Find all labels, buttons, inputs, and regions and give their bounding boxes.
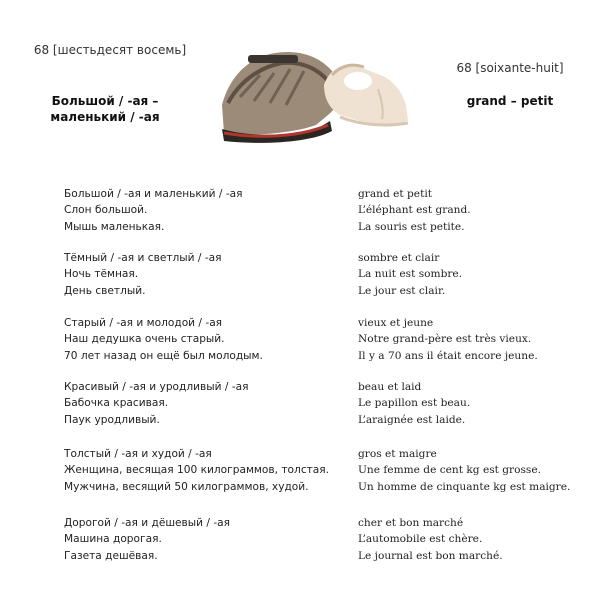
french-phrase: Le papillon est beau. <box>358 397 471 410</box>
lesson-title-ru: Большой / -ая – маленький / -ая <box>50 94 160 124</box>
russian-phrase: Мышь маленькая. <box>64 220 165 233</box>
phrase-row <box>64 531 584 547</box>
russian-phrase: Бабочка красивая. <box>64 397 169 410</box>
russian-phrase: Машина дорогая. <box>64 533 162 546</box>
french-phrase: Il y a 70 ans il était encore jeune. <box>358 349 538 362</box>
phrase-group <box>64 315 584 364</box>
russian-phrase: Газета дешёвая. <box>64 549 158 562</box>
french-phrase: vieux et jeune <box>358 317 434 329</box>
french-phrase: Une femme de cent kg est grosse. <box>358 464 542 477</box>
russian-phrase: Толстый / -ая и худой / -ая <box>64 448 212 460</box>
french-phrase: L’éléphant est grand. <box>358 204 471 217</box>
french-phrase: L’automobile est chère. <box>358 533 483 546</box>
phrase-group <box>64 515 584 564</box>
french-phrase: beau et laid <box>358 381 422 393</box>
phrase-row <box>64 315 584 331</box>
phrase-row <box>64 479 584 495</box>
lesson-title-fr: grand – petit <box>466 94 554 108</box>
phrase-row <box>64 379 584 395</box>
russian-phrase: Дорогой / -ая и дёшевый / -ая <box>64 517 231 529</box>
phrase-row <box>64 186 584 202</box>
russian-phrase: День светлый. <box>64 284 146 297</box>
phrase-row <box>64 266 584 282</box>
russian-phrase: Красивый / -ая и уродливый / -ая <box>64 381 249 393</box>
phrase-row <box>64 348 584 364</box>
french-phrase: grand et petit <box>358 188 432 200</box>
russian-phrase: 70 лет назад он ещё был молодым. <box>64 349 263 362</box>
lesson-number-ru: 68 [шестьдесят восемь] <box>33 43 187 57</box>
french-phrase: Le journal est bon marché. <box>358 549 503 562</box>
phrase-row <box>64 462 584 478</box>
french-phrase: L’araignée est laide. <box>358 413 466 426</box>
french-phrase: sombre et clair <box>358 252 440 264</box>
french-phrase: Un homme de cinquante kg est maigre. <box>358 480 571 493</box>
phrase-row <box>64 412 584 428</box>
russian-phrase: Женщина, весящая 100 килограммов, толстая. <box>64 464 330 477</box>
french-phrase: gros et maigre <box>358 448 437 460</box>
phrase-row <box>64 331 584 347</box>
phrase-row <box>64 283 584 299</box>
french-phrase: La nuit est sombre. <box>358 268 463 281</box>
russian-phrase: Наш дедушка очень старый. <box>64 333 225 346</box>
phrase-row <box>64 202 584 218</box>
russian-phrase: Тёмный / -ая и светлый / -ая <box>64 252 222 264</box>
phrase-group <box>64 446 584 495</box>
french-phrase: La souris est petite. <box>358 220 465 233</box>
phrase-row <box>64 250 584 266</box>
phrase-row <box>64 548 584 564</box>
phrase-group <box>64 379 584 428</box>
phrase-row <box>64 515 584 531</box>
russian-phrase: Старый / -ая и молодой / -ая <box>64 317 223 329</box>
russian-phrase: Паук уродливый. <box>64 413 160 426</box>
russian-phrase: Мужчина, весящий 50 килограммов, худой. <box>64 480 309 493</box>
phrase-group <box>64 250 584 299</box>
russian-phrase: Большой / -ая и маленький / -ая <box>64 188 243 200</box>
russian-phrase: Слон большой. <box>64 204 148 217</box>
phrase-row <box>64 446 584 462</box>
shoes-photo <box>220 45 415 149</box>
french-phrase: cher et bon marché <box>358 517 464 529</box>
phrase-group <box>64 186 584 235</box>
french-phrase: Notre grand-père est très vieux. <box>358 333 532 346</box>
phrase-row <box>64 219 584 235</box>
french-phrase: Le jour est clair. <box>358 284 446 297</box>
russian-phrase: Ночь тёмная. <box>64 268 139 281</box>
phrase-row <box>64 395 584 411</box>
lesson-number-fr: 68 [soixante-huit] <box>456 61 564 75</box>
